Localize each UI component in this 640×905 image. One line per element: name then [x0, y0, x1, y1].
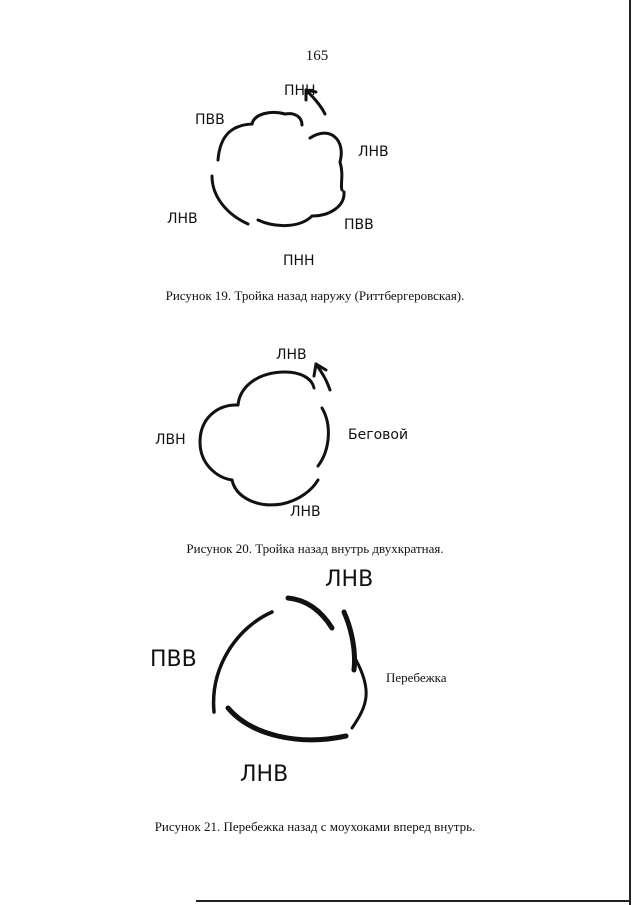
fig21-label-left: ПВВ — [150, 647, 197, 672]
fig21-arc-top — [288, 598, 332, 628]
fig21-label-top: ЛНВ — [325, 567, 374, 592]
fig21-label-right: Перебежка — [386, 670, 447, 685]
fig19-label-right: ЛНВ — [358, 144, 389, 160]
fig21-label-bottom: ЛНВ — [240, 762, 289, 787]
page-number: 165 — [305, 48, 329, 64]
fig19-label-upper-left: ПВВ — [195, 112, 225, 128]
fig21-caption: Рисунок 21. Перебежка назад с моухоками вперед внутрь. — [154, 819, 476, 834]
fig21-arc-right-upper — [344, 612, 355, 670]
fig20-label-right: Беговой — [348, 427, 409, 443]
fig19-label-top: ПНН — [284, 83, 316, 99]
fig21-arc-left — [214, 612, 272, 712]
fig20-label-bottom: ЛНВ — [290, 504, 321, 520]
fig19-label-lower-right: ПВВ — [344, 217, 374, 233]
fig21-arc-bottom — [228, 708, 346, 740]
fig20-label-left: ЛВН — [155, 432, 186, 448]
fig19-caption: Рисунок 19. Тройка назад наружу (Риттбергеровская). — [165, 288, 465, 303]
fig19-label-bottom: ПНН — [283, 253, 315, 269]
fig19-label-lower-left: ЛНВ — [167, 211, 198, 227]
fig20-caption: Рисунок 20. Тройка назад внутрь двухкратная. — [186, 541, 444, 556]
fig20-label-top: ЛНВ — [276, 347, 307, 363]
page-edge-bottom — [196, 900, 630, 902]
